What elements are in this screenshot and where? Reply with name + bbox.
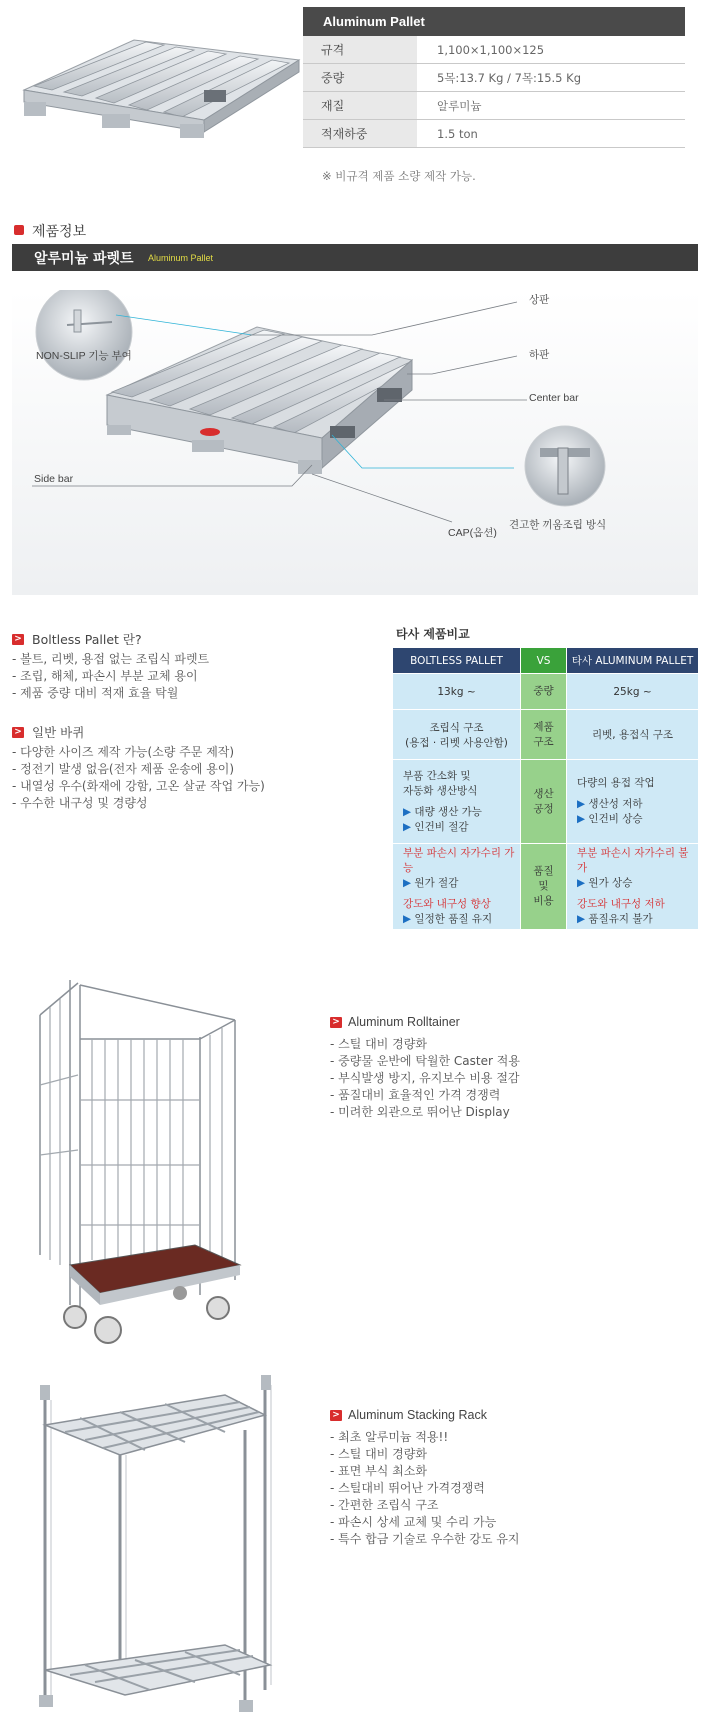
spec-label: 중량 [303,64,417,91]
pallet-diagram [12,290,698,595]
pallet-diagram-image [12,290,698,595]
list-item: - 부식발생 방지, 유지보수 비용 절감 [330,1071,520,1085]
header-other: 타사 ALUMINUM PALLET [567,648,699,674]
process-mid [521,760,567,844]
stacking-heading [330,1408,487,1422]
comparison-table [392,647,699,930]
quality-right-point: 품질유지 불가 [588,913,653,925]
rolltainer-title: Aluminum Rolltainer [348,1015,460,1029]
structure-left [393,710,521,760]
structure-right: 리벳, 용접식 구조 [567,710,699,760]
assembly-label: 견고한 끼움조립 방식 [509,519,607,531]
boltless-heading [12,630,142,648]
triangle-right-icon: ▶ [403,805,415,818]
quality-mid-line: 품질 [533,865,554,877]
pallet-thumbnail-image [14,20,304,150]
header-boltless: BOLTLESS PALLET [393,648,521,674]
general-item: - 내열성 우수(화재에 강함, 고온 살균 작업 가능) [12,779,265,793]
rolltainer-heading [330,1015,460,1029]
table-row [393,674,699,710]
table-row [393,710,699,760]
section-square-icon [14,225,24,235]
spec-value: 5목:13.7 Kg / 7목:15.5 Kg [437,71,581,85]
rolltainer-list [330,1036,520,1121]
weight-mid: 중량 [521,674,567,710]
bullet-arrow-icon: > [12,634,24,645]
process-left-point: 대량 생산 가능 [414,805,482,818]
quality-right-point: 원가 상승 [588,877,633,889]
center-bar-label: Center bar [529,392,579,404]
boltless-item: - 제품 중량 대비 적재 효율 탁월 [12,686,179,700]
quality-right-line: 부분 파손시 자가수리 불가 [577,847,689,874]
process-mid-line: 생산 [533,787,554,800]
spec-value: 알루미늄 [437,99,482,113]
comparison-title: 타사 제품비교 [396,627,470,641]
structure-left-line: 조립식 구조 [429,721,484,734]
spec-value: 1.5 ton [437,127,478,141]
stacking-title: Aluminum Stacking Rack [348,1408,487,1422]
product-banner [12,244,698,271]
quality-left-line: 강도와 내구성 향상 [403,898,491,910]
general-item: - 정전기 발생 없음(전자 제품 운송에 용이) [12,762,235,776]
quality-left-point: 원가 절감 [414,877,459,889]
bullet-arrow-icon: > [330,1017,342,1028]
spec-label: 적재하중 [303,120,417,147]
structure-mid [521,710,567,760]
quality-right [567,844,699,930]
table-row [393,844,699,930]
process-left-point: 인건비 절감 [414,820,469,833]
spec-table [303,36,685,148]
spec-note: ※ 비규격 제품 소량 제작 가능. [322,169,476,183]
bottom-plate-label: 하판 [529,349,550,361]
quality-mid [521,844,567,930]
list-item: - 스틸대비 뛰어난 가격경쟁력 [330,1481,485,1495]
boltless-item: - 조립, 해체, 파손시 부분 교체 용이 [12,669,198,683]
list-item: - 스틸 대비 경량화 [330,1037,427,1051]
triangle-right-icon: ▶ [577,813,589,825]
process-right-point: 생산성 저하 [588,798,643,810]
spec-row [303,64,685,92]
spec-label: 규격 [303,36,417,63]
quality-left-line: 부분 파손시 자가수리 가능 [403,847,515,874]
triangle-right-icon: ▶ [577,913,589,925]
header-vs: VS [521,648,567,674]
non-slip-label: NON-SLIP 기능 부여 [36,350,132,362]
spec-row [303,36,685,64]
triangle-right-icon: ▶ [403,820,415,833]
rolltainer-image [30,975,270,1350]
triangle-right-icon: ▶ [403,913,415,925]
list-item: - 최초 알루미늄 적용!! [330,1430,449,1444]
list-item: - 품질대비 효율적인 가격 경쟁력 [330,1088,501,1102]
process-mid-line: 공정 [533,802,554,815]
spec-row [303,120,685,148]
section-title: 제품정보 [32,224,87,240]
top-plate-label: 상판 [529,294,550,306]
stacking-list [330,1429,520,1548]
cap-label: CAP(옵션) [448,527,497,539]
side-bar-label: Side bar [34,473,74,485]
table-row [393,648,699,674]
triangle-right-icon: ▶ [403,877,415,889]
quality-mid-line: 및 [538,880,549,892]
list-item: - 중량물 운반에 탁월한 Caster 적용 [330,1054,520,1068]
spec-row [303,92,685,120]
list-item: - 파손시 상세 교체 및 수리 가능 [330,1515,497,1529]
structure-mid-line: 제품 [533,720,554,733]
triangle-right-icon: ▶ [577,798,589,810]
list-item: - 특수 합금 기술로 우수한 강도 유지 [330,1532,520,1546]
list-item: - 스틸 대비 경량화 [330,1447,427,1461]
quality-mid-line: 비용 [533,895,554,907]
list-item: - 표면 부식 최소화 [330,1464,427,1478]
triangle-right-icon: ▶ [577,877,589,889]
boltless-title: Boltless Pallet 란? [32,632,142,647]
banner-title: 알루미늄 파렛트 [34,251,134,267]
spec-label: 재질 [303,92,417,119]
list-item: - 미려한 외관으로 뛰어난 Display [330,1105,510,1119]
spec-heading: Aluminum Pallet [303,7,685,36]
weight-right: 25kg ~ [567,674,699,710]
banner-subtitle: Aluminum Pallet [148,253,214,263]
process-right-point: 인건비 상승 [588,813,643,825]
general-item: - 우수한 내구성 및 경량성 [12,796,148,810]
quality-left [393,844,521,930]
general-item: - 다양한 사이즈 제작 가능(소량 주문 제작) [12,745,235,759]
boltless-item: - 볼트, 리벳, 용접 없는 조립식 파렛트 [12,652,210,666]
process-left-line: 부품 간소화 및 [403,769,471,782]
quality-right-line: 강도와 내구성 저하 [577,898,665,910]
structure-mid-line: 구조 [533,735,554,748]
general-heading [12,723,84,741]
process-left [393,760,521,844]
bullet-arrow-icon: > [330,1410,342,1421]
weight-left: 13kg ~ [393,674,521,710]
process-left-line: 자동화 생산방식 [403,784,478,797]
bullet-arrow-icon: > [12,727,24,738]
quality-left-point: 일정한 품질 유지 [414,913,493,925]
table-row [393,760,699,844]
general-title: 일반 바퀴 [32,725,85,740]
list-item: - 간편한 조립식 구조 [330,1498,439,1512]
structure-left-line: (용접 · 리벳 사용안함) [405,736,508,749]
stacking-rack-image [25,1370,285,1715]
process-right [567,760,699,844]
spec-value: 1,100×1,100×125 [437,43,545,57]
process-right-line: 다량의 용접 작업 [577,777,655,789]
